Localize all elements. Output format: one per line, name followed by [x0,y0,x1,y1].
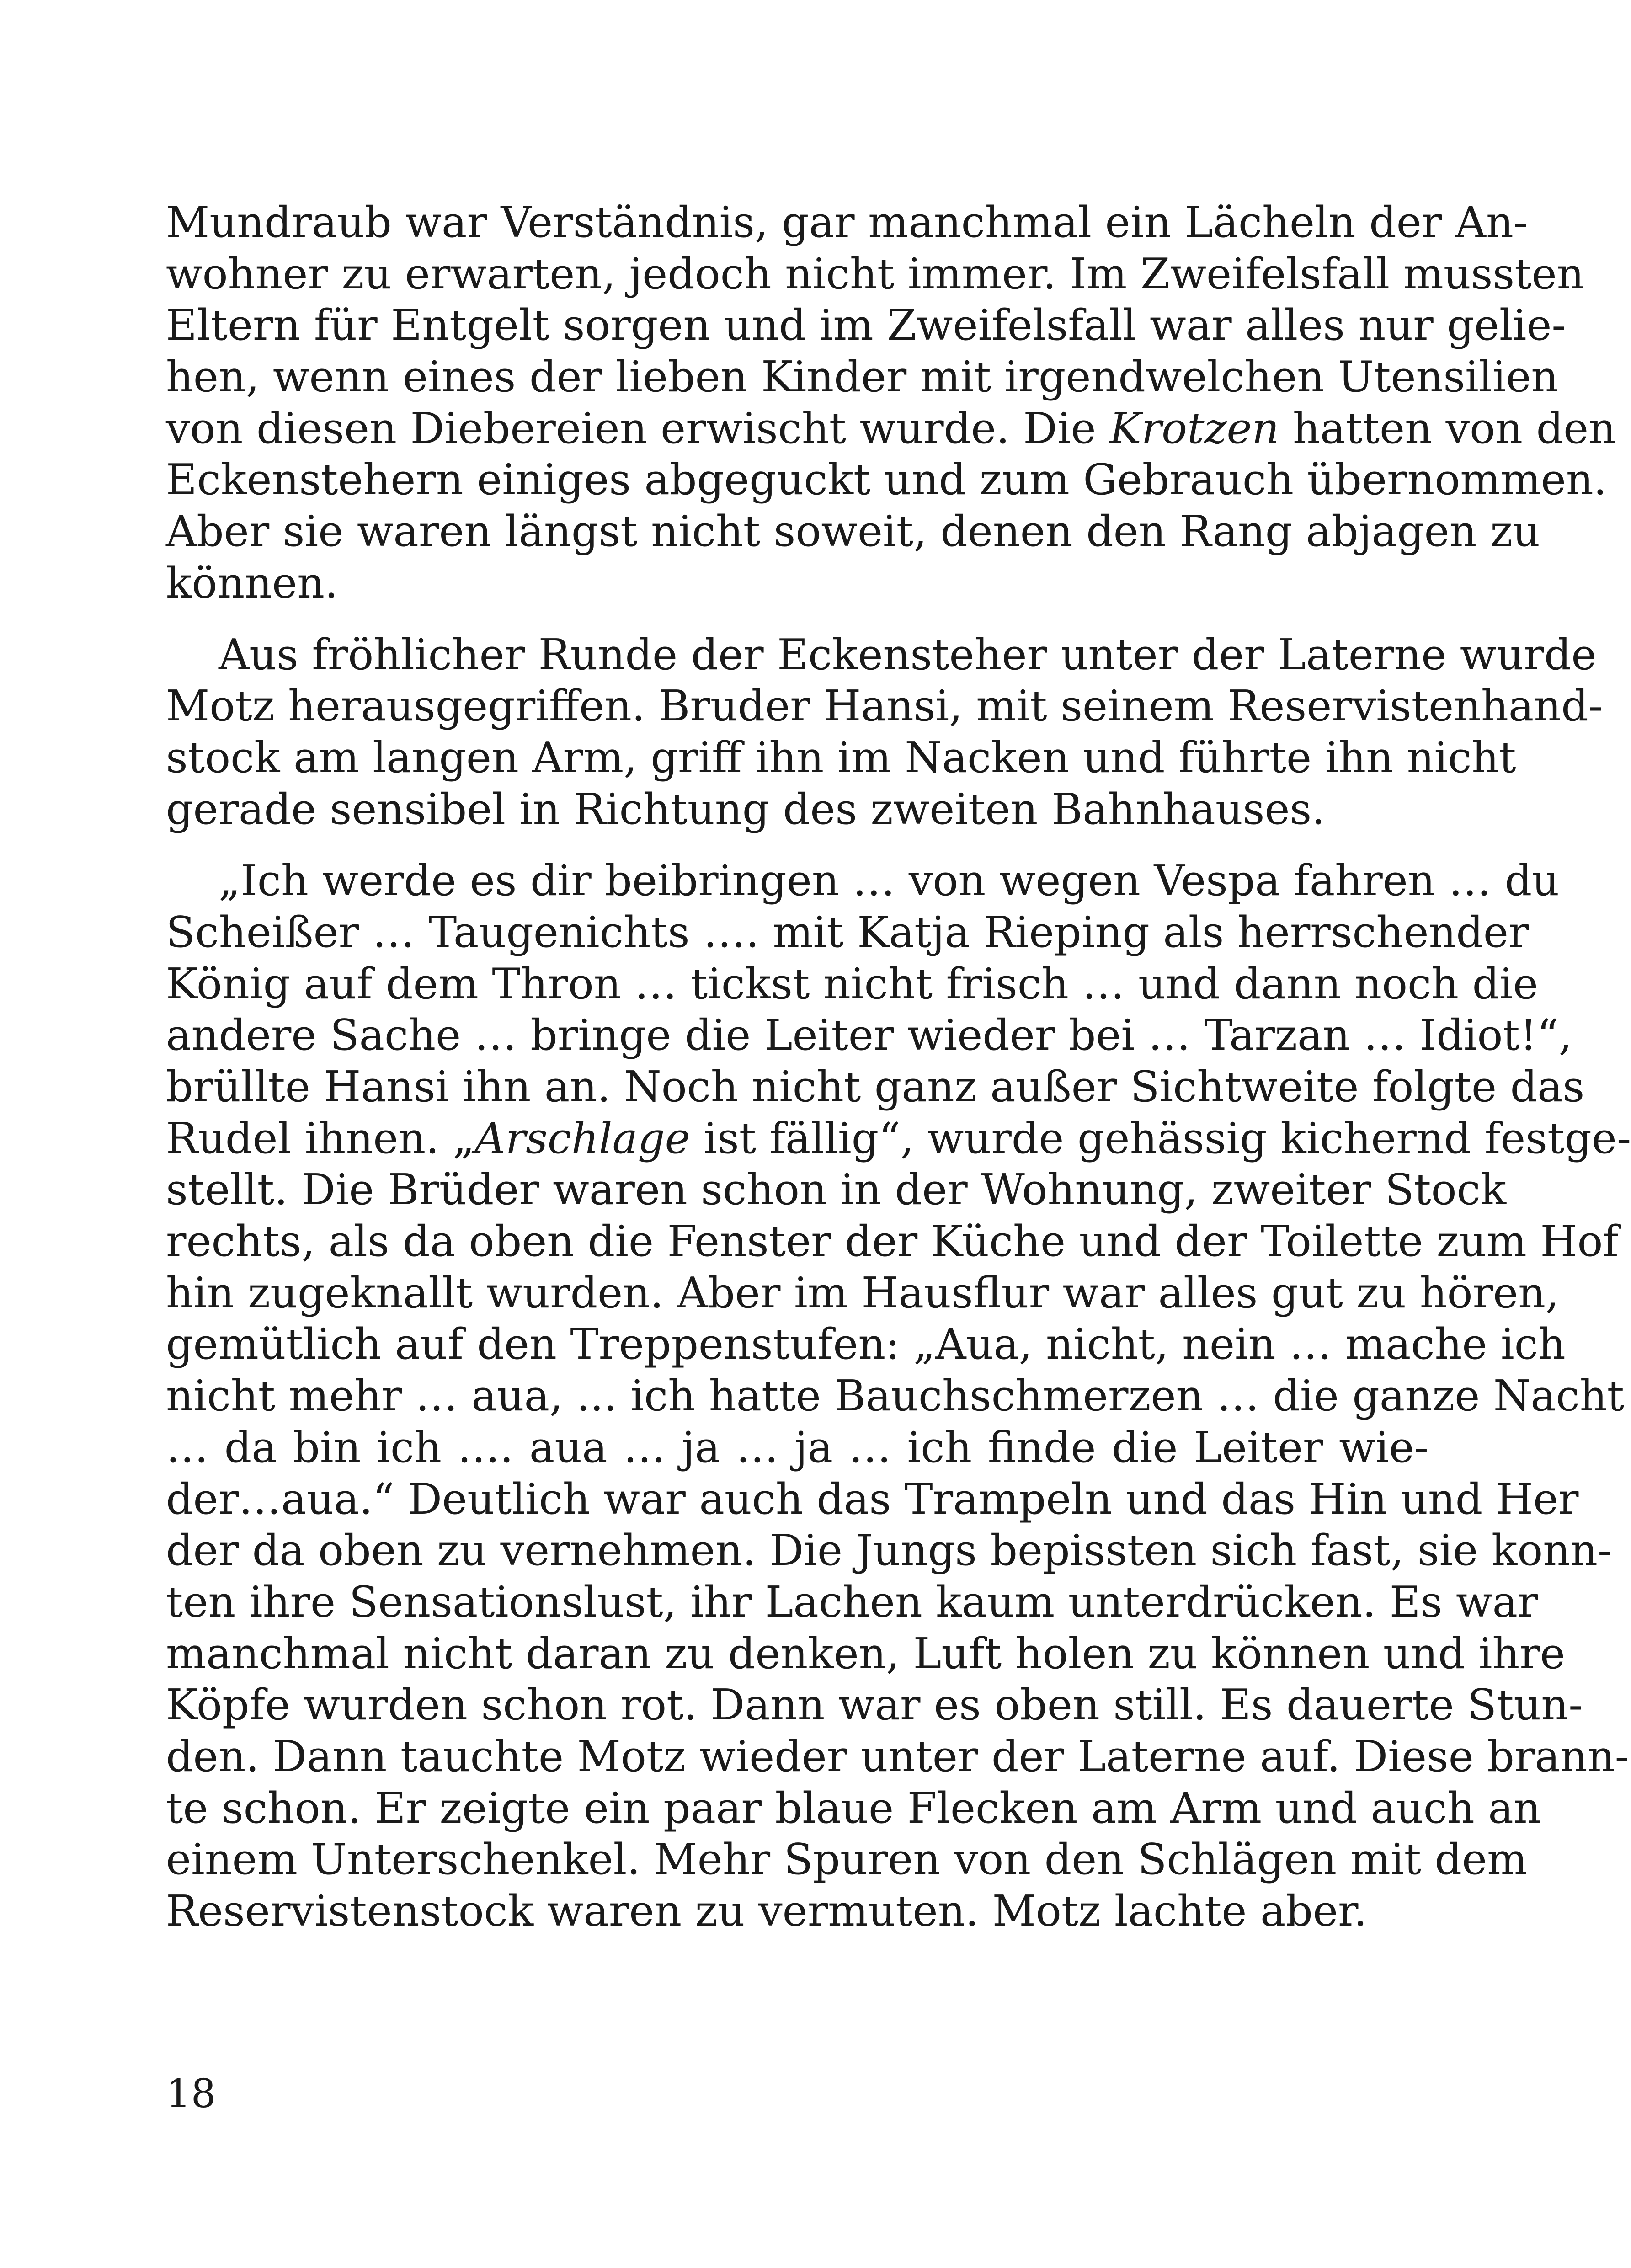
text-line: den. Dann tauchte Motz wieder unter der Laterne auf. Diese brann- [166,1731,1630,1781]
body-text [166,197,1631,1937]
text-line: Mundraub war Verständnis, gar manchmal ein Lächeln der An- [166,197,1528,247]
text-line: hen, wenn eines der lieben Kinder mit irgendwelchen Utensilien [166,352,1559,402]
text-line: ten ihre Sensationslust, ihr Lachen kaum unterdrücken. Es war [166,1577,1538,1627]
text-line: gemütlich auf den Treppenstufen: „Aua, nicht, nein … mache ich [166,1319,1566,1369]
text-line: Scheißer … Taugenichts …. mit Katja Rieping als herrschender [166,907,1529,957]
text-line: der…aua.“ Deutlich war auch das Trampeln und das Hin und Her [166,1474,1579,1524]
text-line: Motz herausgegriffen. Bruder Hansi, mit seinem Reservistenhand- [166,681,1603,731]
text-line: Eltern für Entgelt sorgen und im Zweifelsfall war alles nur gelie- [166,300,1566,350]
text-line: König auf dem Thron … tickst nicht frisch … und dann noch die [166,959,1538,1009]
text-line: rechts, als da oben die Fenster der Küche und der Toilette zum Hof [166,1217,1619,1266]
paragraph-gap [166,835,1428,855]
text-line: gerade sensibel in Richtung des zweiten Bahnhauses. [166,784,1325,834]
text-line: nicht mehr … aua, ... ich hatte Bauchschmerzen … die ganze Nacht [166,1371,1625,1421]
paragraph-gap [166,609,1428,629]
text-line: te schon. Er zeigte ein paar blaue Flecken am Arm und auch an [166,1783,1541,1833]
text-line: „Ich werde es dir beibringen … von wegen Vespa fahren … du [219,856,1560,906]
text-line: hin zugeknallt wurden. Aber im Hausflur war alles gut zu hören, [166,1268,1559,1318]
text-line: andere Sache … bringe die Leiter wieder bei … Tarzan … Idiot!“, [166,1010,1572,1060]
text-line: von diesen Diebereien erwischt wurde. Die Krotzen hatten von den [166,403,1616,453]
text-line: Aber sie waren längst nicht soweit, denen den Rang abjagen zu [166,507,1540,556]
text-line: stock am langen Arm, griff ihn im Nacken und führte ihn nicht [166,732,1516,782]
text-line: wohner zu erwarten, jedoch nicht immer. Im Zweifelsfall mussten [166,249,1584,299]
text-line: können. [166,558,338,608]
text-line: brüllte Hansi ihn an. Noch nicht ganz außer Sichtweite folgte das [166,1062,1585,1111]
text-line: Aus fröhlicher Runde der Eckensteher unter der Laterne wurde [219,630,1597,679]
text-line: der da oben zu vernehmen. Die Jungs bepissten sich fast, sie konn- [166,1526,1612,1575]
page-number: 18 [166,2071,216,2117]
text-line: Reservistenstock waren zu vermuten. Motz lachte aber. [166,1886,1367,1936]
text-line: stellt. Die Brüder waren schon in der Wohnung, zweiter Stock [166,1165,1507,1215]
text-line: manchmal nicht daran zu denken, Luft holen zu können und ihre [166,1628,1565,1678]
text-line: Köpfe wurden schon rot. Dann war es oben still. Es dauerte Stun- [166,1680,1583,1730]
text-line: … da bin ich …. aua … ja … ja … ich finde die Leiter wie- [166,1422,1428,1472]
text-line: Rudel ihnen. „Arschlage ist fällig“, wurde gehässig kichernd festge- [166,1113,1631,1163]
text-line: einem Unterschenkel. Mehr Spuren von den Schlägen mit dem [166,1835,1528,1884]
text-line: Eckenstehern einiges abgeguckt und zum Gebrauch übernommen. [166,455,1607,505]
